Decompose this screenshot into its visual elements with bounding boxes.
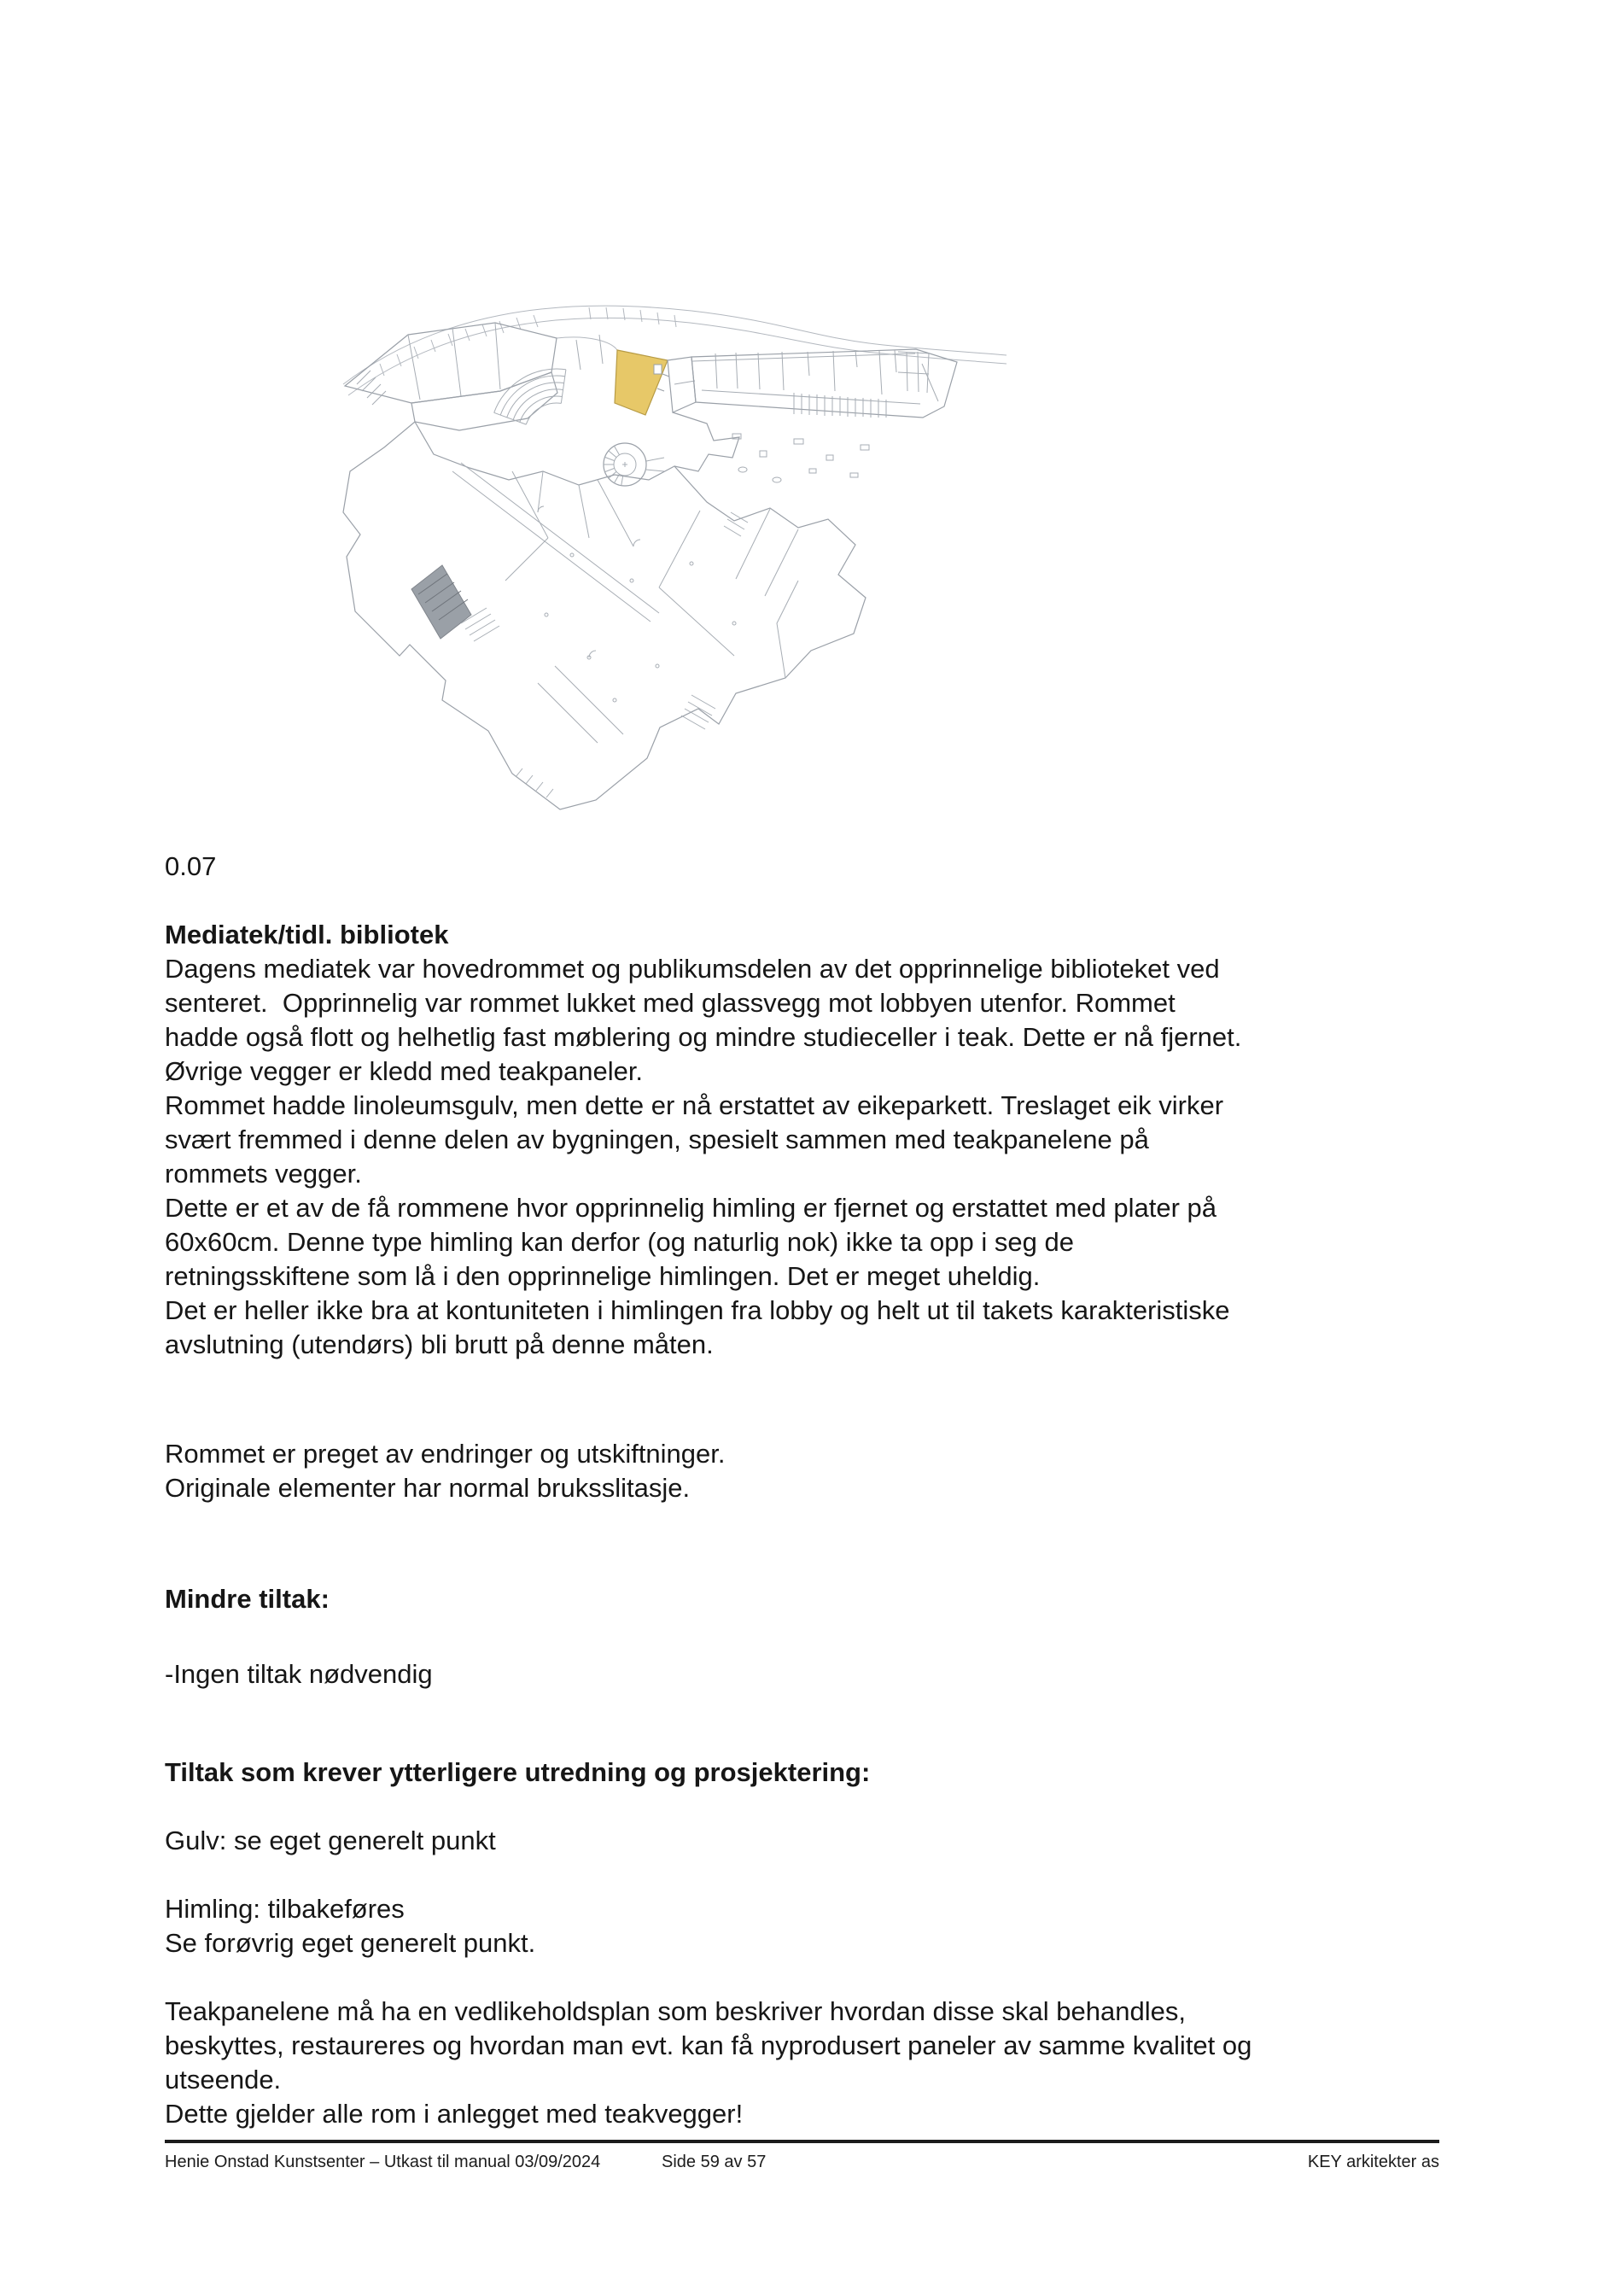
spiral-stair [604,443,664,486]
section-heading: Mediatek/tidl. bibliotek [165,920,449,949]
page-footer [165,2140,1439,2171]
heading-minor-measures: Mindre tiltak: [165,1584,330,1614]
text-line: Dagens mediatek var hovedrommet og publikumsdelen av det opprinnelige biblioteket ved [165,954,1220,984]
lower-complex [343,422,866,809]
text-line: Øvrige vegger er kledd med teakpaneler. [165,1056,644,1086]
room-number: 0.07 [165,851,217,881]
text-line: svært fremmed i denne delen av bygningen, spesielt sammen med teakpanelene på [165,1125,1149,1154]
text-line: senteret. Opprinnelig var rommet lukket med glassvegg mot lobbyen utenfor. Rommet [165,988,1176,1018]
text-line: avslutning (utendørs) bli brutt på denne måten. [165,1329,714,1359]
item-ceiling [165,1892,1531,1960]
text-line: Se forøvrig eget generelt punkt. [165,1928,536,1958]
text-line: Himling: tilbakeføres [165,1894,405,1924]
paragraph-condition [165,1437,1531,1505]
text-line: hadde også flott og helhetlig fast møblering og mindre studieceller i teak. Dette er nå fjernet. [165,1022,1242,1052]
text-line: Det er heller ikke bra at kontuniteten i himlingen fra lobby og helt ut til takets karakteristiske [165,1295,1230,1325]
east-wing [691,349,957,418]
footer-company: KEY arkitekter as [1307,2153,1439,2171]
auditorium-steps [494,335,603,424]
text-line: utseende. [165,2065,282,2094]
highlighted-room [615,350,669,415]
text-line: Rommet hadde linoleumsgulv, men dette er nå erstattet av eikeparkett. Treslaget eik virker [165,1090,1224,1120]
minor-measures-item: -Ingen tiltak nødvendig [165,1659,433,1689]
text-line: 60x60cm. Denne type himling kan derfor (og naturlig nok) ikke ta opp i seg de [165,1227,1074,1257]
text-line: Rommet er preget av endringer og utskiftninger. [165,1439,726,1469]
document-body [165,850,1531,2131]
floor-plan-drawing [333,256,1007,811]
text-line: rommets vegger. [165,1159,362,1189]
heading-major-measures: Tiltak som krever ytterligere utredning og prosjektering: [165,1757,871,1787]
text-line: Originale elementer har normal bruksslitasje. [165,1473,691,1503]
text-line: Dette gjelder alle rom i anlegget med teakvegger! [165,2099,744,2129]
text-line: retningsskiftene som lå i den opprinnelige himlingen. Det er meget uheldig. [165,1261,1041,1291]
lobby-area [673,412,869,482]
item-floor: Gulv: se eget generelt punkt [165,1826,496,1855]
text-line: Dette er et av de få rommene hvor opprinnelig himling er fjernet og erstattet med plater på [165,1193,1217,1223]
footer-rule [165,2140,1439,2143]
text-line: Teakpanelene må ha en vedlikeholdsplan som beskriver hvordan disse skal behandles, [165,1996,1186,2026]
footer-page-number: Side 59 av 57 [662,2153,767,2171]
paragraph-room-description [165,952,1531,1362]
adjacent-room [668,357,696,412]
paragraph-teak-panels [165,1995,1531,2131]
footer-document-title: Henie Onstad Kunstsenter – Utkast til manual 03/09/2024 [165,2153,601,2171]
text-line: beskyttes, restaureres og hvordan man evt. kan få nyprodusert paneler av samme kvalitet og [165,2030,1252,2060]
floor-plan [333,256,1007,811]
